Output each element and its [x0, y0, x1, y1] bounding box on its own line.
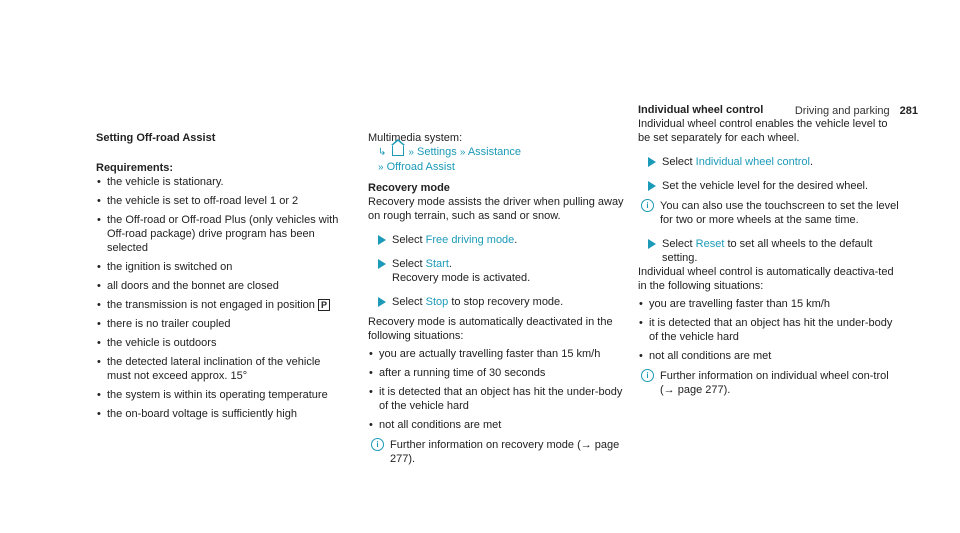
- menu-path-settings: Settings: [417, 146, 457, 158]
- list-item: • the Off-road or Off-road Plus (only vehicles with Off-road package) drive program has been selected: [96, 213, 346, 255]
- list-item: • not all conditions are met: [638, 349, 900, 363]
- list-item: • the system is within its operating temperature: [96, 388, 346, 402]
- triangle-step-icon: [648, 157, 656, 167]
- info-note: [638, 369, 900, 397]
- list-item: • the vehicle is stationary.: [96, 175, 346, 189]
- step-text: to stop recovery mode.: [448, 296, 564, 308]
- menu-path: [368, 145, 630, 160]
- menu-link-stop: Stop: [425, 296, 449, 308]
- list-item: • the ignition is switched on: [96, 260, 346, 274]
- menu-link-start: Start: [425, 258, 449, 270]
- menu-path-assistance: Assistance: [467, 146, 522, 158]
- list-item: [96, 298, 346, 312]
- note-text: Further information on individual wheel con-trol (→ page 277).: [660, 370, 889, 396]
- list-item: • after a running time of 30 seconds: [368, 366, 630, 380]
- list-item: • the on-board voltage is sufficiently high: [96, 407, 346, 421]
- step-text: Select: [392, 296, 426, 308]
- step-text: Select: [662, 156, 696, 168]
- deactivation-list: [638, 297, 900, 363]
- submenu-arrow-icon: ↳: [378, 147, 387, 158]
- triangle-step-icon: [378, 297, 386, 307]
- info-note: [368, 438, 630, 466]
- step-text: Select: [392, 234, 426, 246]
- section-heading: Setting Off-road Assist: [96, 132, 216, 144]
- triangle-step-icon: [378, 235, 386, 245]
- triangle-step-icon: [378, 259, 386, 269]
- step-item: [638, 179, 900, 193]
- step-text: Select: [392, 258, 426, 270]
- step-text: .: [514, 234, 518, 246]
- recovery-heading: Recovery mode: [368, 182, 450, 194]
- list-item: • all doors and the bonnet are closed: [96, 279, 346, 293]
- deactivation-text: Recovery mode is automatically deactivated in the following situations:: [368, 316, 613, 342]
- deactivation-list: [368, 347, 630, 432]
- menu-path-line2: [368, 160, 630, 175]
- list-item: • the vehicle is outdoors: [96, 336, 346, 350]
- menu-link-free-driving: Free driving mode: [425, 234, 515, 246]
- menu-link-reset: Reset: [695, 238, 725, 250]
- page-number: 281: [899, 105, 918, 117]
- info-icon: i: [641, 369, 654, 382]
- info-icon: i: [641, 199, 654, 212]
- chevron-double-icon: »: [378, 162, 384, 173]
- wheel-control-heading: Individual wheel control: [638, 104, 764, 116]
- list-item: • you are travelling faster than 15 km/h: [638, 297, 900, 311]
- info-icon: i: [371, 438, 384, 451]
- home-icon: [392, 145, 404, 156]
- step-text: Select: [662, 238, 696, 250]
- step-result: Recovery mode is activated.: [392, 272, 531, 284]
- step-text: to set all wheels to the default setting.: [662, 238, 873, 264]
- list-item: • you are actually travelling faster than 15 km/h: [368, 347, 630, 361]
- list-item: • it is detected that an object has hit the under-body of the vehicle hard: [368, 385, 630, 413]
- note-text: Further information on recovery mode (→ page 277).: [390, 439, 620, 465]
- step-item: [638, 155, 900, 169]
- list-item: • there is no trailer coupled: [96, 317, 346, 331]
- chevron-double-icon: »: [408, 147, 414, 158]
- list-item: • it is detected that an object has hit the under-body of the vehicle hard: [638, 316, 900, 344]
- column-recovery-mode: [368, 131, 630, 466]
- menu-path-offroad: Offroad Assist: [386, 161, 455, 173]
- requirements-list: [96, 175, 346, 421]
- list-item: • the detected lateral inclination of the vehicle must not exceed approx. 15°: [96, 355, 346, 383]
- menu-link-individual-wheel-control: Individual wheel control: [695, 156, 810, 168]
- chevron-double-icon: »: [459, 147, 466, 158]
- park-position-icon: P: [318, 299, 330, 311]
- menu-intro: Multimedia system:: [368, 132, 463, 144]
- triangle-step-icon: [648, 239, 656, 249]
- section-title: Driving and parking: [794, 105, 890, 117]
- recovery-description: Recovery mode assists the driver when pulling away on rough terrain, such as sand or snow.: [368, 196, 624, 222]
- list-item-text: the transmission is not engaged in position: [107, 299, 315, 311]
- requirements-heading: Requirements:: [96, 162, 174, 174]
- list-item: • not all conditions are met: [368, 418, 630, 432]
- step-text: .: [448, 258, 452, 270]
- wheel-control-description: Individual wheel control enables the vehicle level to be set separately for each wheel.: [638, 118, 888, 144]
- column-setting-offroad-assist: [96, 131, 346, 426]
- step-text: Set the vehicle level for the desired wheel.: [662, 180, 869, 192]
- triangle-step-icon: [648, 181, 656, 191]
- step-item: [368, 233, 630, 247]
- note-text: You can also use the touchscreen to set the level for two or more wheels at the same time.: [660, 200, 899, 226]
- step-text: .: [810, 156, 814, 168]
- step-item: [368, 295, 630, 309]
- list-item: • the vehicle is set to off-road level 1 or 2: [96, 194, 346, 208]
- step-item: [368, 257, 630, 285]
- step-item: [638, 237, 900, 265]
- deactivation-text: Individual wheel control is automatically deactiva-ted in the following situations:: [638, 266, 894, 292]
- info-note: [638, 199, 900, 227]
